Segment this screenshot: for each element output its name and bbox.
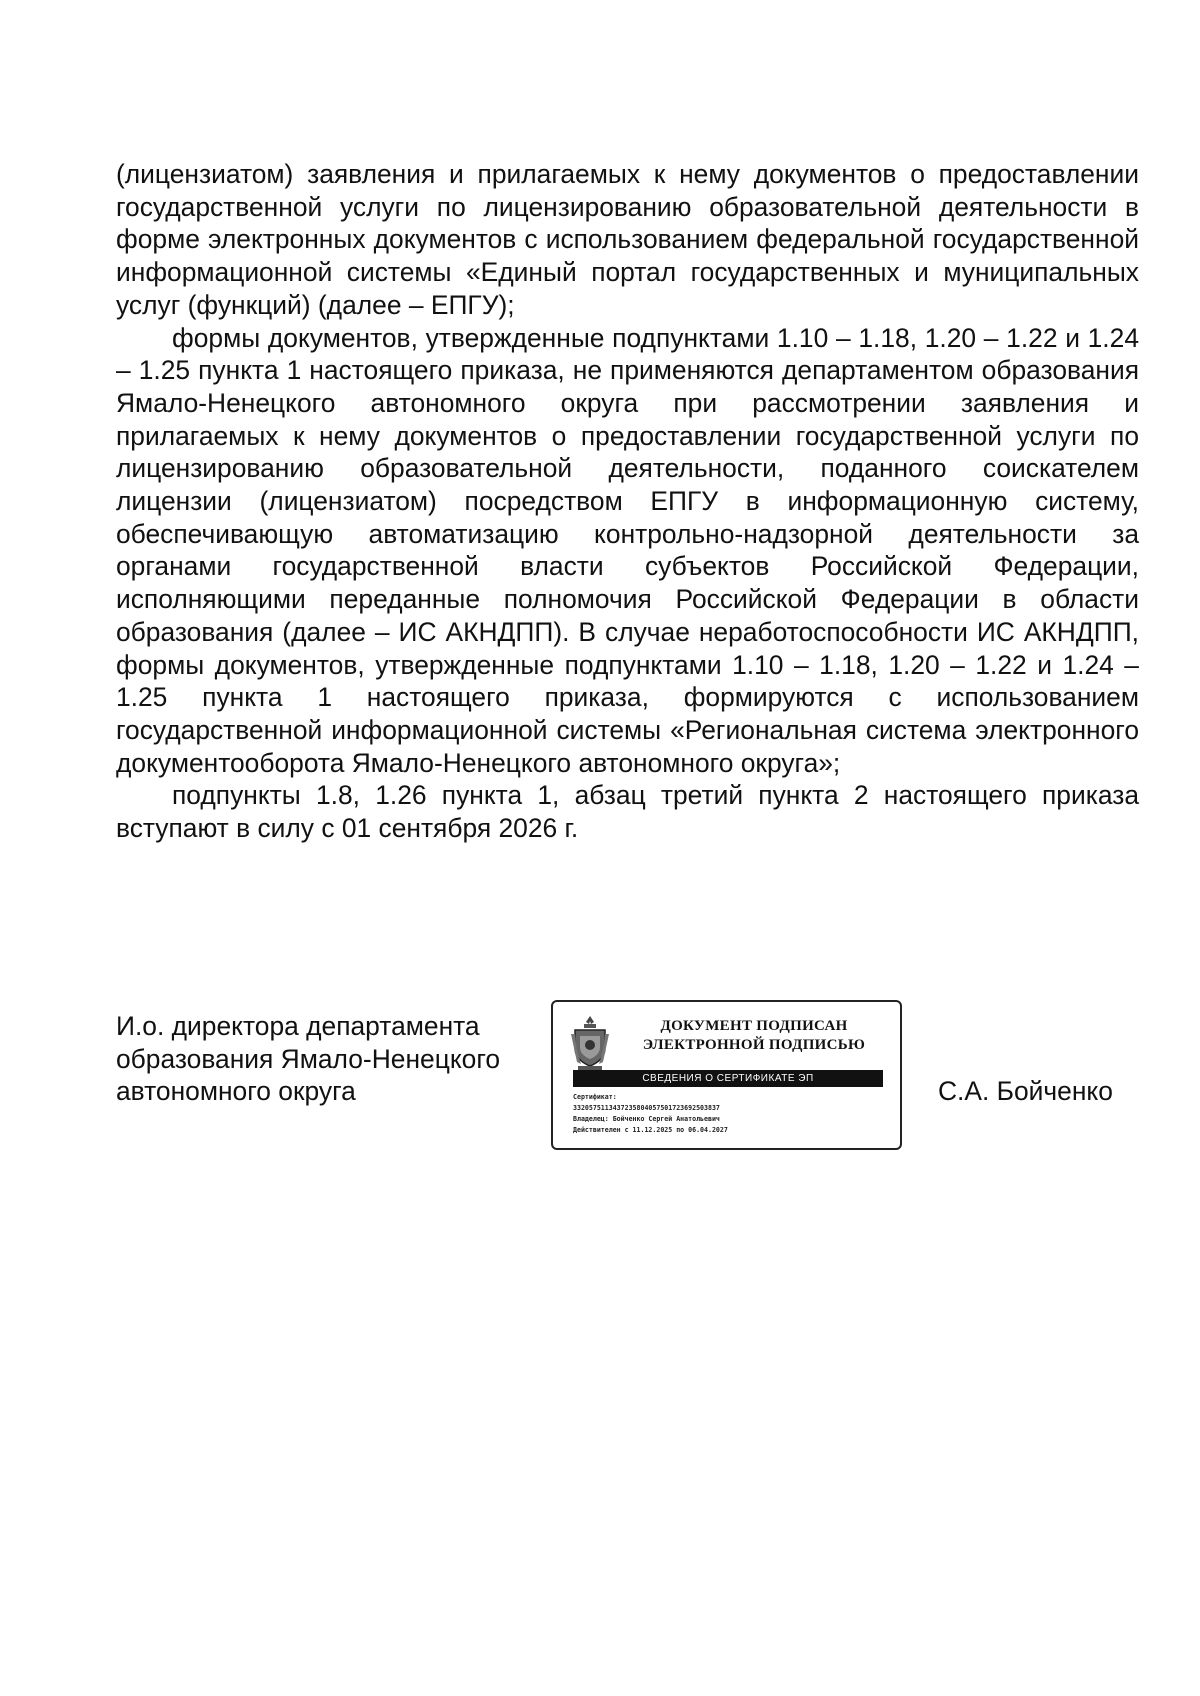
- certificate-info-bar: СВЕДЕНИЯ О СЕРТИФИКАТЕ ЭП: [573, 1070, 883, 1087]
- stamp-heading-line1: ДОКУМЕНТ ПОДПИСАН: [660, 1018, 848, 1034]
- stamp-heading-line2: ЭЛЕКТРОННОЙ ПОДПИСЬЮ: [642, 1037, 866, 1053]
- document-body: [116, 158, 1139, 845]
- paragraph-forms-not-applied: формы документов, утвержденные подпунктами 1.10 – 1.18, 1.20 – 1.22 и 1.24 – 1.25 пункта 1 настоящего приказа, не применяются департаментом образования Ямало-Ненецкого автономного округа при рассмотрении заявления и прилагаемых к нему документов о предоставлении государственной услуги по лицензированию образовательной деятельности, поданного соискателем лицензии (лицензиатом) посредством ЕПГУ в информационную систему, обеспечивающую автоматизацию контрольно-надзорной деятельности за органами государственной власти субъектов Российской Федерации, исполняющими переданные полномочия Российской Федерации в области образования (далее – ИС АКНДПП). В случае неработоспособности ИС АКНДПП, формы документов, утвержденные подпунктами 1.10 – 1.18, 1.20 – 1.22 и 1.24 – 1.25 пункта 1 настоящего приказа, формируются с использованием государственной информационной системы «Региональная система электронного документооборота Ямало-Ненецкого автономного округа»;: [116, 322, 1139, 778]
- signer-name: С.А. Бойченко: [938, 1076, 1113, 1106]
- signer-position-line: И.о. директора департамента: [116, 1011, 480, 1041]
- certificate-label: Сертификат:: [573, 1093, 617, 1101]
- certificate-validity: Действителен с 11.12.2025 по 06.04.2027: [573, 1126, 728, 1134]
- signer-position: [116, 1010, 556, 1108]
- certificate-details: [573, 1092, 888, 1136]
- signer-position-line: образования Ямало-Ненецкого: [116, 1043, 501, 1074]
- coat-of-arms-icon: [569, 1014, 611, 1072]
- certificate-owner: Владелец: Бойченко Сергей Анатольевич: [573, 1115, 720, 1123]
- electronic-signature-stamp: [551, 1000, 902, 1150]
- stamp-heading: [619, 1017, 889, 1055]
- certificate-number: 3320575113437235804057501723692503837: [573, 1104, 720, 1112]
- paragraph-continuation: (лицензиатом) заявления и прилагаемых к нему документов о предоставлении государственной услуги по лицензированию образовательной деятельности в форме электронных документов с использованием федеральной государственной информационной системы «Единый портал государственных и муниципальных услуг (функций) (далее – ЕПГУ);: [116, 159, 1139, 320]
- paragraph-effective-date: подпункты 1.8, 1.26 пункта 1, абзац третий пункта 2 настоящего приказа вступают в силу с 01 сентября 2026 г.: [116, 780, 1139, 844]
- signer-position-line: автономного округа: [116, 1076, 356, 1106]
